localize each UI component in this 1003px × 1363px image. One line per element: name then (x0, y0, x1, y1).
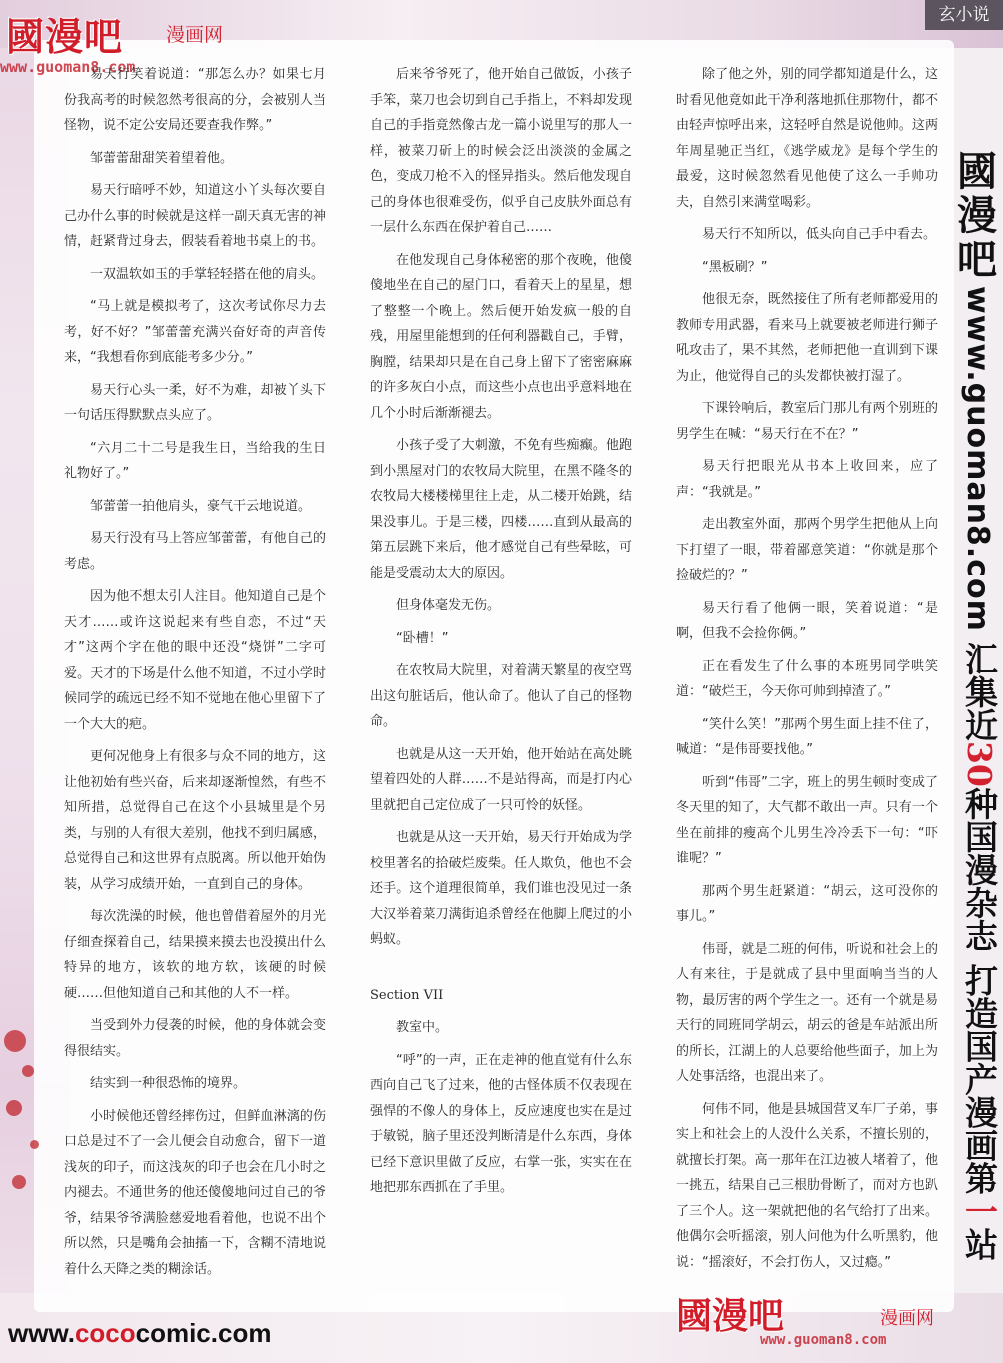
paragraph: 也就是从这一天开始，他开始站在高处眺望着四处的人群……不是站得高，而是打内心里就把自己定位成了一只可怜的妖怪。 (370, 746, 632, 813)
side-logo-char: 漫 (957, 192, 997, 239)
paragraph: 除了他之外，别的同学都知道是什么，这时看见他竟如此干净利落地抓住那物什，都不由轻声惊呼出来，这轻呼自然是说他帅。这两年周星驰正当红，《逃学威龙》是每个学生的最爱，这时候忽然看见他使了这么一手帅功夫，自然引来满堂喝彩。 (676, 67, 938, 210)
side-logo-char: 國 (957, 148, 997, 195)
paragraph: “马上就是模拟考了，这次考试你尽力去考，好不好？”邹蕾蕾充满兴奋好奇的声音传来，“我想看你到底能考多少分。” (64, 299, 326, 365)
paragraph: 更何况他身上有很多与众不同的地方，这让他初始有些兴奋，后来却逐渐惶然，有些不知所措，总觉得自己在这个小县城里是个另类，与别的人有很大差别，他找不到归属感，总觉得自己和这世界有点脱离。所以他开始伪装，从学习成绩开始，一直到自己的身体。 (64, 749, 326, 892)
text-column-1 (64, 62, 326, 1289)
paragraph: 在他发现自己身体秘密的那个夜晚，他傻傻地坐在自己的屋门口，看着天上的星星，想了整整一个晚上。然后便开始发疯一般的自残，用屋里能想到的任何利器戳自己，手臂，胸膛，结果却只是在自己身上留下了密密麻麻的许多灰白小点，而这些小点也出乎意料地在几个小时后渐渐褪去。 (370, 252, 632, 421)
slogan-number: 30 (960, 740, 999, 787)
slogan-one: 一 (960, 1194, 999, 1228)
paragraph: 听到“伟哥”二字，班上的男生顿时变成了冬天里的知了，大气都不敢出一声。只有一个坐在前排的瘦高个儿男生冷冷丢下一句：“吓谁呢？” (676, 774, 938, 866)
ink-splash (22, 1065, 34, 1077)
paragraph: 也就是从这一天开始，易天行开始成为学校里著名的拾破烂废柴。任人欺负，他也不会还手。这个道理很简单，我们谁也没见过一条大汉举着菜刀满街追杀曾经在他脚上爬过的小蚂蚁。 (370, 830, 632, 947)
ink-splash (4, 1030, 26, 1052)
side-slogan (954, 642, 1000, 1260)
slogan-post: 站 (960, 1227, 999, 1261)
text-column-2 (370, 62, 632, 1208)
category-tag: 玄小说 (925, 0, 1003, 30)
watermark-url: www.guoman8.com (760, 1332, 887, 1348)
watermark-logo: 國漫吧 (6, 14, 124, 59)
paragraph: 结实到一种很恐怖的境界。 (90, 1076, 247, 1091)
paragraph: 何伟不同，他是县城国营叉车厂子弟，事实上和社会上的人没什么关系，不擅长别的，就擅长打架。高一那年在江边被人堵着了，他一挑五，结果自己三根肋骨断了，而对方也趴了三个人。这一架就把他的名气给打了出来。他偶尔会听摇滚，别人问他为什么听黑豹，他说：“摇滚好，不会打伤人，又过瘾。” (676, 1101, 938, 1270)
paragraph: “六月二十二号是我生日，当给我的生日礼物好了。” (64, 440, 326, 481)
footer-url-coco: coco (74, 1318, 136, 1348)
paragraph: 正在看发生了什么事的本班男同学哄笑道：“破烂王，今天你可帅到掉渣了。” (676, 658, 938, 699)
paragraph: “笑什么笑！”那两个男生面上挂不住了，喊道：“是伟哥要找他。” (676, 716, 938, 757)
paragraph: “黑板刷？” (702, 259, 768, 275)
paragraph: 每次洗澡的时候，他也曾借着屋外的月光仔细查探着自己，结果摸来摸去也没摸出什么特异的地方，该软的地方软，该硬的时候硬……但他知道自己和其他的人不一样。 (64, 909, 326, 1001)
paragraph: 后来爷爷死了，他开始自己做饭，小孩子手笨，菜刀也会切到自己手指上，不料却发现自己的手指竟然像古龙一篇小说里写的那人一样，被菜刀斫上的时候会泛出淡淡的金属之色，变成刀枪不入的怪异指头。然后他发现自己的身体也很难受伤，似乎自己皮肤外面总有一层什么东西在保护着自己…… (370, 67, 632, 235)
paragraph: 一双温软如玉的手掌轻轻搭在他的肩头。 (90, 266, 325, 282)
footer-url (8, 1318, 271, 1349)
paragraph: 但身体毫发无伤。 (396, 598, 501, 613)
paragraph: 易天行不知所以，低头向自己手中看去。 (702, 227, 937, 242)
watermark-bottom (676, 1288, 1001, 1358)
paragraph: 易天行笑着说道：“那怎么办？如果七月份我高考的时候忽然考很高的分，会被别人当怪物，说不定公安局还要查我作弊。” (64, 67, 326, 133)
slogan-pre: 汇集近 (960, 641, 999, 741)
paragraph: “卧槽！” (396, 630, 449, 646)
paragraph: 教室中。 (396, 1020, 449, 1035)
paragraph: 走出教室外面，那两个男学生把他从上向下打望了一眼，带着鄙意笑道：“你就是那个捡破烂的？” (676, 517, 938, 583)
ink-splash (6, 1100, 22, 1116)
paragraph: 那两个男生赶紧道：“胡云，这可没你的事儿。” (676, 883, 938, 924)
slogan-mid: 种国漫杂志 打造国产漫画第 (960, 786, 999, 1195)
watermark-top (6, 6, 256, 59)
watermark-sub: 漫画网 (880, 1308, 934, 1329)
footer-url-post: comic.com (135, 1318, 272, 1348)
watermark-sub: 漫画网 (166, 24, 224, 46)
side-logo-char: 吧 (957, 236, 997, 283)
paragraph: 在农牧局大院里，对着满天繁星的夜空骂出这句脏话后，他认命了。他认了自己的怪物命。 (370, 663, 632, 729)
paragraph: 小孩子受了大刺激，不免有些痴癫。他跑到小黑屋对门的农牧局大院里，在黑不隆冬的农牧局大楼楼梯里往上走，从二楼开始跳，结果没事儿。于是三楼，四楼……直到从最高的第五层跳下来后，他才感觉自己有些晕眩，可能是受震动太大的原因。 (370, 438, 632, 581)
ink-splash (30, 1140, 39, 1149)
paragraph: 邹蕾蕾甜甜笑着望着他。 (90, 150, 234, 166)
ink-splash (12, 1175, 26, 1189)
paragraph: 易天行看了他俩一眼，笑着说道：“是啊，但我不会捡你俩。” (676, 600, 938, 641)
paragraph: “呼”的一声，正在走神的他直觉有什么东西向自己飞了过来，他的古怪体质不仅表现在强悍的不像人的身体上，反应速度也实在是过于敏锐，脑子里还没判断清是什么东西，身体已经下意识里做了反应，右掌一张，实实在在地把那东西抓在了手里。 (370, 1052, 632, 1195)
paragraph: 伟哥，就是二班的何伟，听说和社会上的人有来往，于是就成了县中里面响当当的人物，最厉害的两个学生之一。还有一个就是易天行的同班同学胡云，胡云的爸是车站派出所的所长，江湖上的人总要给他些面子，加上为人处事活络，也混出来了。 (676, 941, 938, 1084)
paragraph: 下课铃响后，教室后门那儿有两个别班的男学生在喊：“易天行在不在？” (676, 401, 938, 442)
paragraph: 当受到外力侵袭的时候，他的身体就会变得很结实。 (64, 1018, 326, 1059)
text-column-3 (676, 62, 938, 1282)
paragraph: 小时候他还曾经摔伤过，但鲜血淋漓的伤口总是过不了一会儿便会自动愈合，留下一道浅灰的印子，而这浅灰的印子也会在几小时之内褪去。不通世务的他还傻傻地问过自己的爷爷，结果爷爷满脸慈爱地看着他，也说不出个所以然，只是嘴角会抽搐一下，含糊不清地说着什么天降之类的糊涂话。 (64, 1108, 326, 1277)
watermark-url: www.guoman8.com (0, 58, 136, 76)
paragraph: 易天行把眼光从书本上收回来，应了声：“我就是。” (676, 459, 938, 500)
paragraph: 易天行没有马上答应邹蕾蕾，有他自己的考虑。 (64, 531, 326, 572)
side-banner (954, 150, 1000, 1280)
paragraph: 他很无奈，既然接住了所有老师都爱用的教师专用武器，看来马上就要被老师进行狮子吼攻击了，果不其然，老师把他一直训到下课为止，他觉得自己的头发都快被打湿了。 (676, 292, 938, 384)
section-heading: Section VII (370, 987, 444, 1003)
paragraph: 易天行心头一柔，好不为难，却被丫头下一句话压得默默点头应了。 (64, 382, 326, 423)
side-url: www.guoman8.com (960, 286, 995, 632)
footer-url-pre: www. (8, 1318, 75, 1348)
paragraph: 因为他不想太引人注目。他知道自己是个天才……或许这说起来有些自恋，不过“天才”这两个字在他的眼中还没“烧饼”二字可爱。天才的下场是什么他不知道，不过小学时候同学的疏远已经不知不觉地在他心里留下了一个大大的疤。 (64, 589, 326, 732)
watermark-logo: 國漫吧 (676, 1295, 785, 1337)
paragraph: 邹蕾蕾一拍他肩头，豪气干云地说道。 (90, 498, 312, 514)
paragraph: 易天行暗呼不妙，知道这小丫头每次要自己办什么事的时候就是这样一副天真无害的神情，赶紧背过身去，假装看着地书桌上的书。 (64, 183, 326, 249)
